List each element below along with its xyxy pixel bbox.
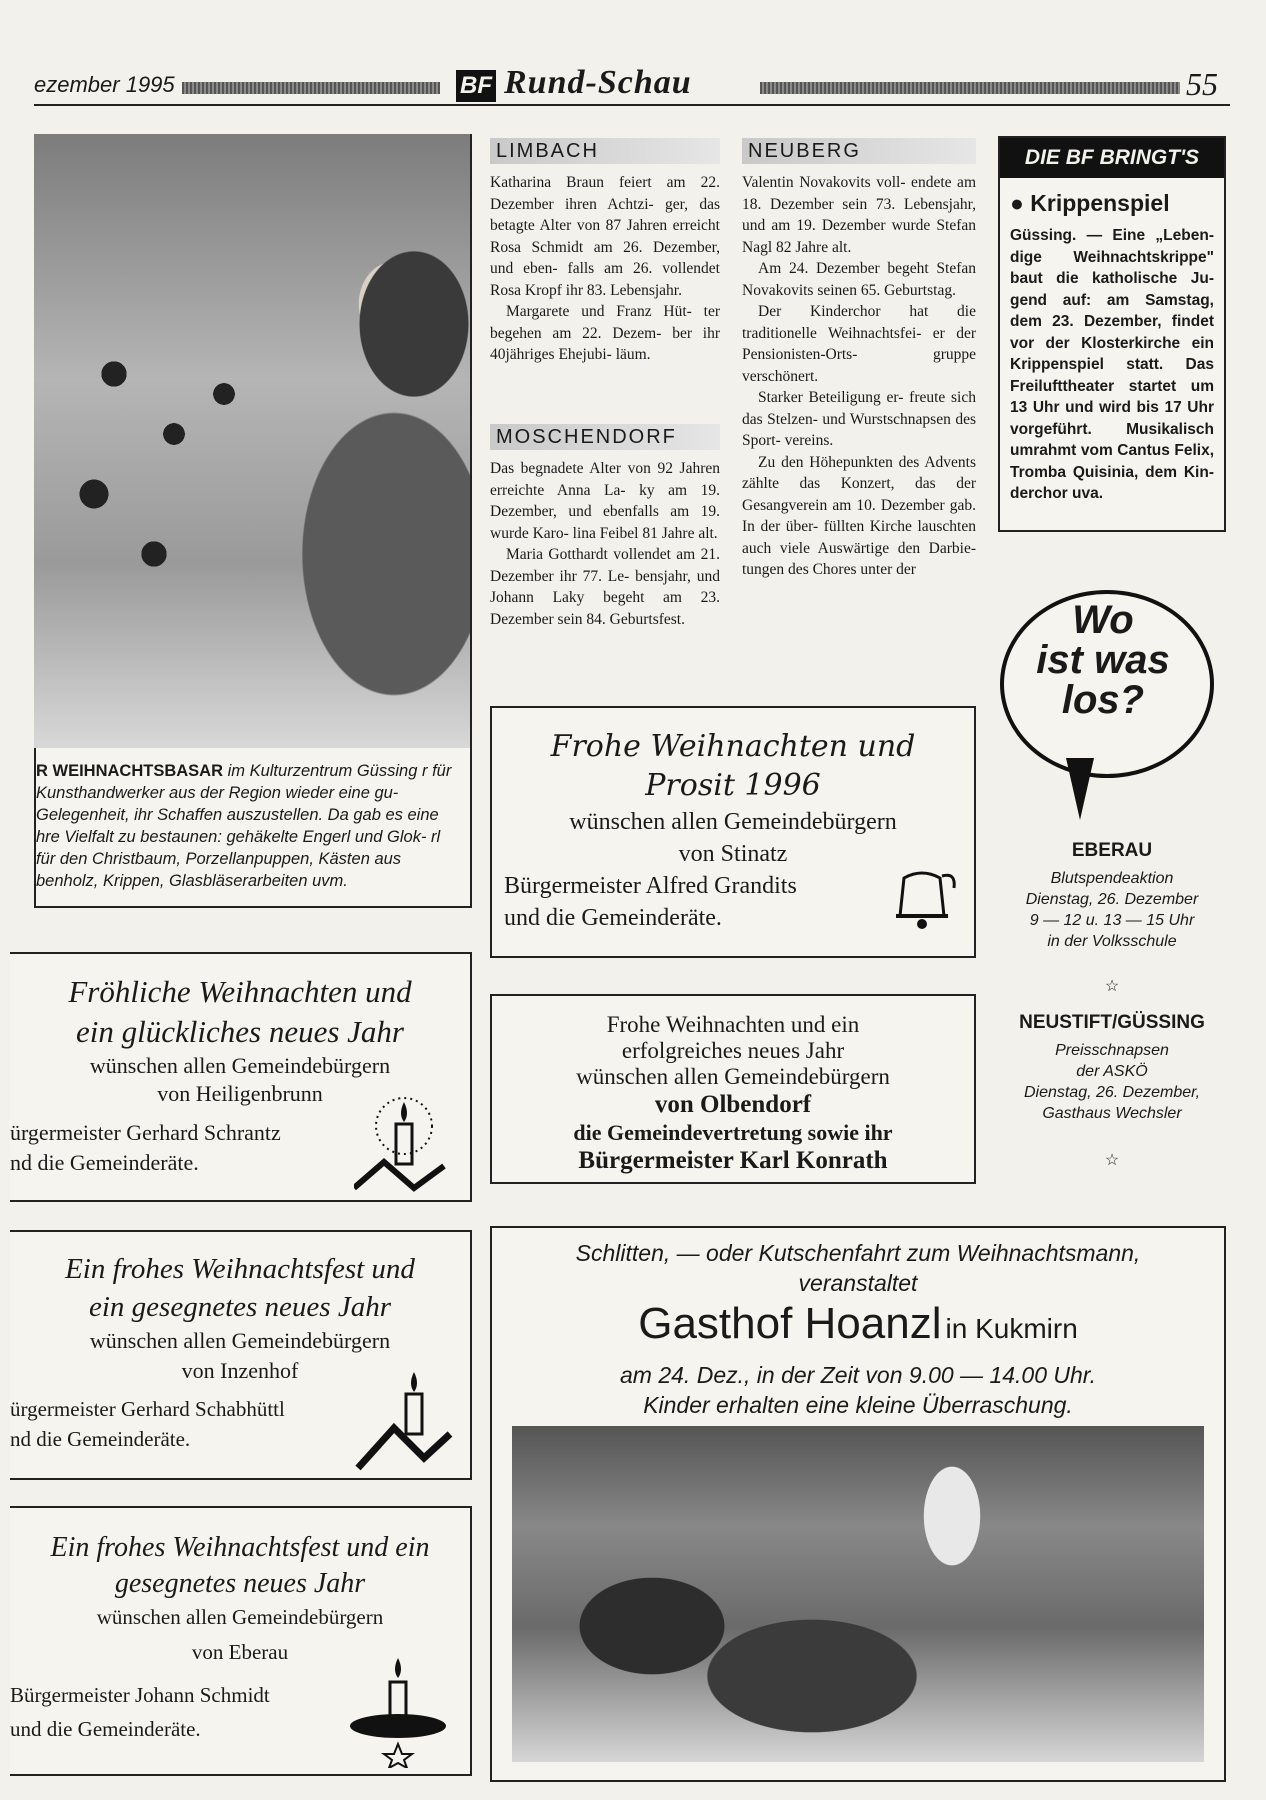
ad-line: wünschen allen Gemeindebürgern: [89, 1053, 391, 1078]
page-number: 55: [1186, 66, 1218, 102]
ad-line: Frohe Weihnachten und ein: [606, 1012, 860, 1037]
ad-line: und die Gemeinderäte.: [10, 1717, 201, 1741]
ad-script-line: Prosit 1996: [645, 768, 821, 803]
event-line: der ASKÖ: [1076, 1063, 1148, 1080]
limbach-text: [490, 172, 720, 366]
ad-line: Schlitten, — oder Kutschenfahrt zum Weihnachtsmann,: [575, 1240, 1141, 1266]
ad-line: am 24. Dez., in der Zeit von 9.00 — 14.00 Uhr.: [620, 1362, 1096, 1388]
event-line: Preisschnapsen: [1055, 1042, 1169, 1059]
event-neustift: [998, 1012, 1226, 1124]
krippenspiel-title: Krippenspiel: [1030, 190, 1170, 216]
neuberg-paragraph: Zu den Höhepunkten des Advents zählte das Konzert, das der Gesangverein am 10. Dezember gab. In der über- füllten Kirche lauschten auch viele Auswärtige den Darbie- tungen des Chores unter der: [742, 453, 976, 578]
limbach-paragraph: Margarete und Franz Hüt- ter begehen am 22. Dezem- ber ihr 40jähriges Ehejubi- läum.: [490, 303, 720, 363]
neuberg-paragraph: Valentin Novakovits voll- endete am 18. Dezember sein 73. Lebensjahr, und am 19. Dezember wurde Stefan Nagl 82 Jahre alt.: [742, 174, 976, 256]
basar-photo: [34, 134, 472, 748]
ad-line: ürgermeister Gerhard Schabhüttl: [10, 1397, 285, 1421]
gasthof-place: in Kukmirn: [945, 1313, 1078, 1344]
bullet-icon: ●: [1010, 190, 1024, 216]
neuberg-heading: NEUBERG: [742, 138, 976, 164]
ad-line: ürgermeister Gerhard Schrantz: [10, 1120, 281, 1145]
limbach-paragraph: Katharina Braun feiert am 22. Dezember ihren Achtzi- ger, das betagte Alter von 87 Jahren erreicht Rosa Schmidt am 26. Dezember, und eben- falls am 26. vollendet Rosa Kropf ihr 83. Lebensjahr.: [490, 174, 720, 299]
ad-line: von Inzenhof: [181, 1358, 299, 1383]
ad-gasthof: [490, 1226, 1226, 1782]
event-line: 9 — 12 u. 13 — 15 Uhr: [1029, 912, 1195, 929]
ad-eberau: [10, 1506, 472, 1776]
neuberg-paragraph: Der Kinderchor hat die traditionelle Weihnachtsfei- er der Pensionisten-Orts- gruppe verschönert.: [742, 303, 976, 385]
krippenspiel-text: Güssing. — Eine „Leben- dige Weihnachtskrippe" baut die katholische Ju- gend auf: am Samstag, dem 23. Dezember, findet vor der Klosterkirche ein Krippenspiel statt. Das Freilufttheater startet um 13 Uhr und wird bis 17 Uhr vorgeführt. Musikalisch umrahmt vom Cantus Felix, Tromba Quisinia, dem Kin- derchor uva.: [1010, 227, 1214, 502]
bell-icon: [882, 868, 962, 938]
event-line: Dienstag, 26. Dezember,: [1023, 1084, 1201, 1101]
event-place: EBERAU: [1071, 840, 1153, 861]
ad-line: und die Gemeinderäte.: [504, 905, 722, 931]
ad-line: Bürgermeister Johann Schmidt: [10, 1683, 270, 1707]
bf-logo: BF: [456, 70, 496, 102]
limbach-heading: LIMBACH: [490, 138, 720, 164]
wo-ist-was-los-text: Wo ist was los?: [1036, 598, 1170, 722]
event-line: in der Volksschule: [1047, 933, 1177, 950]
neuberg-text: [742, 172, 976, 581]
bf-bringts-box: [998, 136, 1226, 532]
header-rule-right: [760, 82, 1180, 94]
header-rule-left: [182, 82, 440, 94]
moschendorf-text: [490, 458, 720, 630]
ad-line: von Heiligenbrunn: [157, 1081, 323, 1106]
header-underline: [34, 104, 1230, 106]
issue-date: ezember 1995: [34, 72, 175, 97]
moschendorf-heading: MOSCHENDORF: [490, 424, 720, 450]
ad-line: wünschen allen Gemeindebürgern: [576, 1064, 890, 1089]
ad-line: erfolgreiches neues Jahr: [621, 1038, 845, 1063]
star-icon: ☆: [1104, 1152, 1120, 1169]
masthead-title: Rund-Schau: [504, 64, 692, 101]
caption-text: im Kulturzentrum Güssing r für Kunsthandwerker aus der Region wieder eine gu- Gelegenheit, ihr Schaffen auszustellen. Da gab es eine hre Vielfalt zu bestaunen: gehäkelte Engerl und Glok- rl für den Christbaum, Porzellanpuppen, Kästen aus benholz, Krippen, Glasbläserarbeiten uvm.: [36, 762, 452, 890]
ad-line: nd die Gemeinderäte.: [10, 1427, 191, 1451]
ad-line: nd die Gemeinderäte.: [10, 1150, 199, 1175]
ad-inzenhof: [10, 1230, 472, 1480]
speech-bubble-tail: [1066, 758, 1094, 820]
photo-caption: [34, 748, 472, 908]
ad-line: wünschen allen Gemeindebürgern: [89, 1328, 391, 1353]
gasthof-name: Gasthof Hoanzl: [638, 1299, 942, 1348]
ad-olbendorf: [490, 994, 976, 1184]
ad-line: Fröhliche Weihnachten und: [68, 974, 412, 1009]
event-line: Dienstag, 26. Dezember: [1025, 891, 1199, 908]
ad-heiligenbrunn: [10, 952, 472, 1202]
event-line: Gasthaus Wechsler: [1042, 1105, 1182, 1122]
ad-line: gesegnetes neues Jahr: [114, 1568, 366, 1599]
ad-stinatz: [490, 706, 976, 958]
candle-icon: [340, 1648, 460, 1768]
ad-line: ein glückliches neues Jahr: [76, 1014, 404, 1049]
neuberg-paragraph: Am 24. Dezember begeht Stefan Novakovits seinen 65. Geburtstag.: [742, 260, 976, 299]
star-icon: ☆: [1104, 978, 1120, 995]
candle-icon: [354, 1092, 454, 1196]
neuberg-paragraph: Starker Beteiligung er- freute sich das Stelzen- und Wurstschnapsen des Sport- vereins.: [742, 389, 976, 449]
event-line: Blutspendeaktion: [1050, 870, 1174, 887]
event-eberau: [998, 840, 1226, 952]
ad-line: wünschen allen Gemeindebürgern: [569, 809, 897, 835]
ad-line: Ein frohes Weihnachtsfest und ein: [50, 1532, 430, 1563]
ad-line: Ein frohes Weihnachtsfest und: [65, 1253, 415, 1285]
bf-bringts-heading: DIE BF BRINGT'S: [1000, 138, 1224, 178]
ad-line: veranstaltet: [798, 1270, 918, 1296]
ad-line: von Eberau: [191, 1640, 289, 1664]
ad-line: wünschen allen Gemeindebürgern: [96, 1605, 384, 1629]
ad-line: ein gesegnetes neues Jahr: [89, 1291, 391, 1323]
ad-line: Bürgermeister Karl Konrath: [578, 1147, 888, 1174]
moschendorf-paragraph: Maria Gotthardt vollendet am 21. Dezember ihr 77. Le- bensjahr, und Johann Laky begeht am 23. Dezember sein 84. Geburtsfest.: [490, 546, 720, 628]
ad-line: Kinder erhalten eine kleine Überraschung.: [643, 1392, 1073, 1418]
ad-script-line: Frohe Weihnachten und: [550, 729, 916, 764]
sleigh-photo: [512, 1426, 1204, 1762]
ad-line: von Olbendorf: [654, 1091, 812, 1118]
ad-line: Bürgermeister Alfred Grandits: [504, 873, 797, 899]
ad-line: die Gemeindevertretung sowie ihr: [573, 1120, 893, 1145]
ad-line: von Stinatz: [678, 841, 788, 867]
moschendorf-paragraph: Das begnadete Alter von 92 Jahren erreichte Anna La- ky am 19. Dezember, und ebenfalls am 19. wurde Karo- lina Feibel 81 Jahre alt.: [490, 460, 720, 542]
caption-lead: R WEIHNACHTSBASAR: [36, 762, 223, 780]
candle-icon: [354, 1368, 454, 1472]
event-place: NEUSTIFT/GÜSSING: [1019, 1012, 1205, 1033]
